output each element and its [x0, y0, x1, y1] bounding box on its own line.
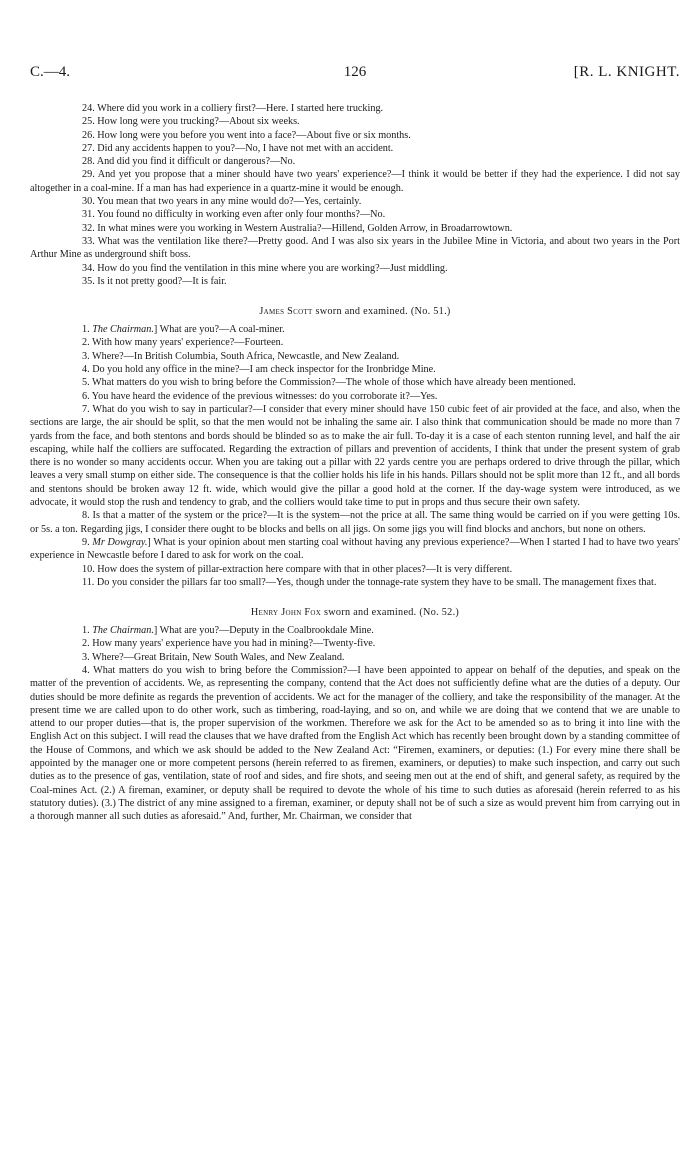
- paragraph: 34. How do you find the ventilation in this mine where you are working?—Just middling.: [82, 262, 448, 274]
- paragraph: [30, 624, 680, 637]
- witness-heading-name: Henry John Fox: [250, 607, 322, 619]
- paragraph: 29. And yet you propose that a miner should have two years' experience?—I think it would be better if they had the experience. I did not say altogether in a coal-mine. If a man has had experience in a quartz-mine it would be enough.: [30, 169, 680, 194]
- paragraph: [30, 323, 680, 336]
- speaker-label: The Chairman.: [92, 324, 154, 336]
- paragraph: 28. And did you find it difficult or dangerous?—No.: [82, 156, 296, 168]
- paragraph: 2. How many years' experience have you had in mining?—Twenty-five.: [82, 638, 376, 650]
- paragraph: 11. Do you consider the pillars far too small?—Yes, though under the tonnage-rate system they have to be small. The management fixes that.: [82, 576, 657, 588]
- paragraph: 33. What was the ventilation like there?—Pretty good. And I was also six years in the Jubilee Mine in Victoria, and about two years in the Port Arthur Mine as underground shift boss.: [30, 235, 680, 261]
- document-page: [30, 64, 680, 824]
- paragraph: [30, 536, 680, 563]
- paragraph: 24. Where did you work in a colliery first?—Here. I started here trucking.: [82, 103, 384, 114]
- witness-name: [R. L. KNIGHT.: [573, 64, 680, 80]
- paragraph: 6. You have heard the evidence of the previous witnesses: do you corroborate it?—Yes.: [82, 390, 438, 402]
- section-fox: [30, 624, 680, 823]
- section-scott: [30, 323, 680, 589]
- para-text: ] What are you?—Deputy in the Coalbrookdale Mine.: [153, 625, 374, 637]
- witness-heading-text: sworn and examined. (No. 51.): [312, 306, 451, 318]
- para-text: ] What are you?—A coal-miner.: [153, 324, 285, 336]
- paragraph: 4. What matters do you wish to bring before the Commission?—I have been appointed to appear on behalf of the deputies, and speak on the matter of the prevention of accidents. We, as representing the company, contend that the Act does not sufficiently define what are the duties of a deputy. Our duties should be more definite as regards the prevention of accidents. We act for the manager of the colliery, and take the responsibility of the manager. At the present time we are called upon to do other work, such as timbering, road-laying, and so on, and while we are doing that we contend that we are unable to attend to our proper duties—that is, the proper supervision of the workmen. Therefore we ask for the Act to be amended so as to bring it into line with the English Act on this subject. I will read the clauses that we have drafted from the English Act which has recently been brought down by a standing committee of the House of Commons, and which we ask should be added to the New Zealand Act: “Firemen, examiners, or deputies: (1.) For every mine there shall be appointed by the manager one or more competent persons (herein referred to as firemen, examiners, or deputies) to make such inspection, and carry out such duties as to the presence of gas, ventilation, state of roof and sides, and fire shots, and seeing men out at the end of shift, and general safety, as required by the Coal-mines Act. (2.) A fireman, examiner, or deputy shall be required to devote the whole of his time to such duties as aforesaid (herein referred to as his statutory duties). (3.) The district of any mine assigned to a fireman, examiner, or deputy shall not be of such a size as would prevent him from carrying out in a thorough manner all such duties as aforesaid.” And, further, Mr. Chairman, we consider that: [30, 664, 680, 823]
- paragraph: 35. Is it not pretty good?—It is fair.: [82, 275, 227, 287]
- paragraph: 2. With how many years' experience?—Fourteen.: [82, 337, 284, 349]
- speaker-label: The Chairman.: [92, 625, 154, 637]
- para-text: ] What is your opinion about men starting coal without having any previous experience?—When I started I had to have two years' experience in Newcastle before I dared to ask for work on the coal.: [30, 536, 681, 562]
- paragraph: 31. You found no difficulty in working even after only four months?—No.: [82, 209, 386, 221]
- paragraph: 4. Do you hold any office in the mine?—I am check inspector for the Ironbridge Mine.: [82, 364, 436, 376]
- para-number: 1.: [82, 324, 93, 336]
- paragraph: 3. Where?—In British Columbia, South Africa, Newcastle, and New Zealand.: [82, 350, 400, 362]
- paragraph: 3. Where?—Great Britain, New South Wales, and New Zealand.: [82, 651, 345, 663]
- section-knight-continued: [30, 102, 680, 288]
- paragraph: 8. Is that a matter of the system or the price?—It is the system—not the price at all. The same thing would be carried on if you were getting 10s. or 5s. a ton. Regarding jigs, I consider there ought to be blocks and bells on all jigs. On some jigs you will find blocks and anchors, but none on others.: [30, 510, 680, 535]
- paragraph: 7. What do you wish to say in particular?—I consider that every miner should have 150 cubic feet of air provided at the face, and also, when the sections are large, the air should be split, so that the men would not be inhaling the same air. I also think that communication should be made no more than 7 yards from the face, and both stentons and bords should be blinded so as to make the air full. To-day it is a case of each stenton running level, and half the air escaping, while half the colliers are suffocated. Regarding the extraction of pillars and prevention of accidents, I think that under the present system of grab there is no wonder so many accidents occur. When you are taking out a pillar with 22 yards centre you are perhaps ordered to drive through the pillar, which leaves a very small stump on either side. The consequence is that the collier holds his life in his hands. Pillars should not be split more than 12 ft., and all bords and stentons should be broken away 12 ft. wide, which would give the pillar a good hold at the corner. If the day-wage system were introduced, as we advocate, it would stop the rush and tendency to grab, and the colliers would take time to put in props and thus secure their own safety.: [30, 403, 680, 509]
- witness-heading-name: James Scott: [259, 306, 313, 318]
- report-code: C.—4.: [30, 64, 71, 80]
- page-number: 126: [343, 64, 367, 80]
- para-number: 1.: [82, 625, 93, 637]
- paragraph: 30. You mean that two years in any mine would do?—Yes, certainly.: [82, 196, 362, 208]
- paragraph: 26. How long were you before you went into a face?—About five or six months.: [82, 129, 411, 141]
- running-header: [30, 64, 680, 90]
- witness-heading-51: [30, 306, 680, 317]
- paragraph: 10. How does the system of pillar-extraction here compare with that in other places?—It is very different.: [82, 563, 513, 575]
- witness-heading-text: sworn and examined. (No. 52.): [321, 607, 460, 619]
- witness-heading-52: [30, 607, 680, 618]
- speaker-label: Mr Dowgray.: [92, 536, 148, 548]
- paragraph: 25. How long were you trucking?—About six weeks.: [82, 116, 300, 128]
- paragraph: 5. What matters do you wish to bring before the Commission?—The whole of those which have already been mentioned.: [82, 377, 576, 389]
- paragraph: 32. In what mines were you working in Western Australia?—Hillend, Golden Arrow, in Broadarrowtown.: [82, 222, 513, 234]
- para-number: 9.: [82, 536, 93, 548]
- paragraph: 27. Did any accidents happen to you?—No, I have not met with an accident.: [82, 142, 394, 154]
